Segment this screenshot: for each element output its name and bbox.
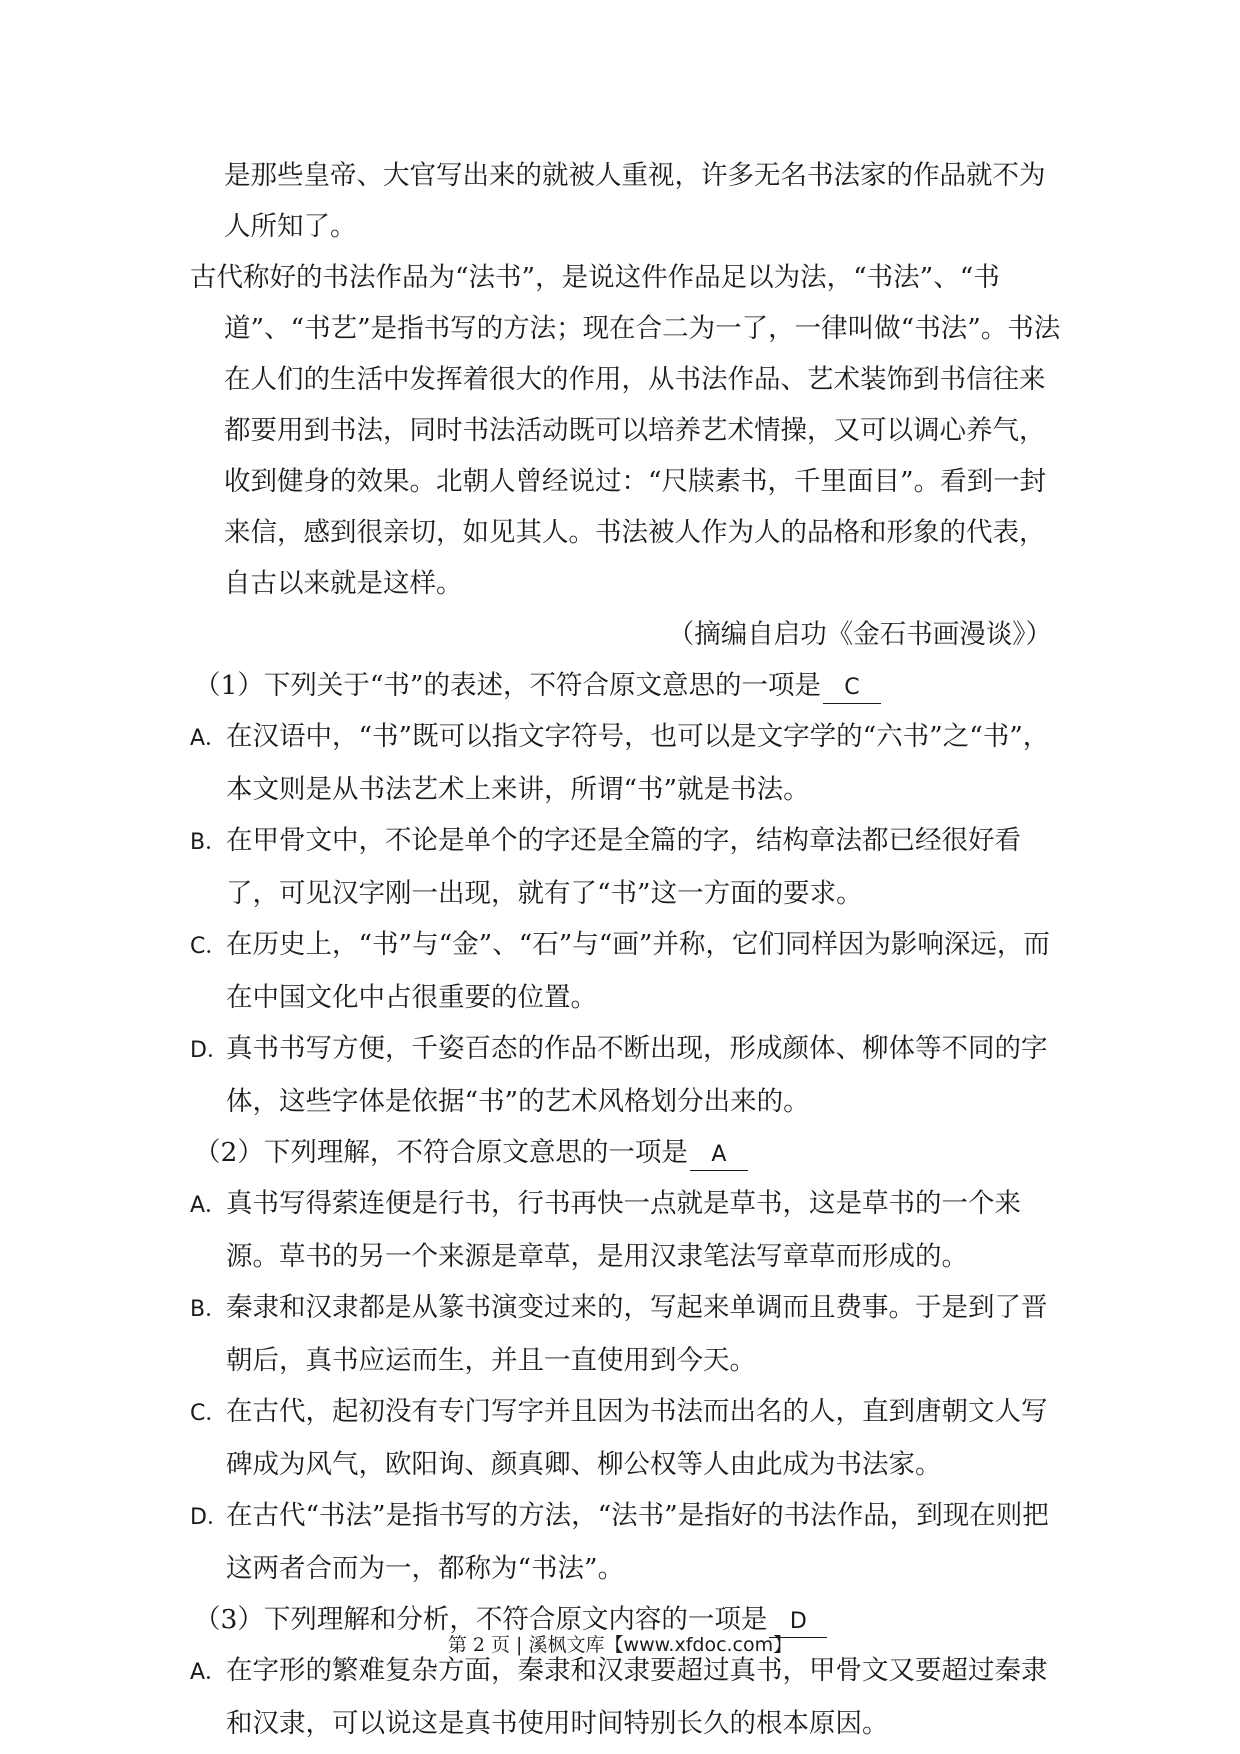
passage-carry-over: 是那些皇帝、大官写出来的就被人重视，许多无名书法家的作品就不为人所知了。 <box>224 160 1046 242</box>
option-text: 在汉语中，“书”既可以指文字符号，也可以是文字学的“六书”之“书”，本文则是从书法艺术上来讲，所谓“书”就是书法。 <box>226 721 1050 805</box>
option-letter: C． <box>190 934 228 959</box>
question-2-option-a <box>190 1178 1062 1282</box>
page-footer <box>0 1630 1240 1657</box>
question-3-option-a <box>190 1645 1062 1749</box>
question-2 <box>190 1127 1062 1178</box>
footer-bracket-close: 】 <box>773 1634 793 1656</box>
question-3-stem: （3）下列理解和分析，不符合原文内容的一项是 <box>194 1604 768 1635</box>
passage-source: （摘编自启功《金石书画漫谈》） <box>667 619 1052 650</box>
footer-website-link[interactable]: www.xfdoc.com <box>623 1634 774 1656</box>
question-1-option-d <box>190 1023 1062 1127</box>
question-3-answer: D <box>769 1607 827 1638</box>
question-1-stem: （1）下列关于“书”的表述，不符合原文意思的一项是 <box>194 670 821 701</box>
passage-paragraph: 古代称好的书法作品为“法书”，是说这件作品足以为法，“书法”、“书道”、“书艺”是指书写的方法；现在合二为一了，一律叫做“书法”。书法在人们的生活中发挥着很大的作用，从书法作品、艺术装饰到书信往来都要用到书法，同时书法活动既可以培养艺术情操，又可以调心养气，收到健身的效果。北朝人曾经说过：“尺牍素书，千里面目”。看到一封来信，感到很亲切，如见其人。书法被人作为人的品格和形象的代表，自古以来就是这样。 <box>190 262 1061 599</box>
question-2-stem: （2）下列理解，不符合原文意思的一项是 <box>194 1137 688 1168</box>
question-1 <box>190 660 1062 711</box>
question-2-option-c <box>190 1386 1062 1490</box>
option-letter: B． <box>190 1297 228 1322</box>
footer-page-number: 第 2 页 <box>447 1634 511 1656</box>
option-letter: A． <box>190 1660 228 1685</box>
footer-library-name: 溪枫文库 <box>528 1634 605 1656</box>
footer-bracket-open: 【 <box>604 1634 624 1656</box>
page-content <box>190 150 1062 1749</box>
option-text: 在古代，起初没有专门写字并且因为书法而出名的人，直到唐朝文人写碑成为风气，欧阳询、颜真卿、柳公权等人由此成为书法家。 <box>226 1396 1048 1480</box>
option-letter: D． <box>190 1038 229 1063</box>
option-text: 在甲骨文中，不论是单个的字还是全篇的字，结构章法都已经很好看了，可见汉字刚一出现，就有了“书”这一方面的要求。 <box>226 825 1021 909</box>
question-2-option-b <box>190 1282 1062 1386</box>
footer-separator: | <box>510 1634 529 1656</box>
question-2-option-d <box>190 1490 1062 1594</box>
option-letter: D． <box>190 1505 229 1530</box>
question-1-option-c <box>190 919 1062 1023</box>
option-letter: A． <box>190 1193 228 1218</box>
question-1-option-a <box>190 711 1062 815</box>
question-2-answer: A <box>690 1140 748 1171</box>
option-text: 真书书写方便，千姿百态的作品不断出现，形成颜体、柳体等不同的字体，这些字体是依据“书”的艺术风格划分出来的。 <box>226 1033 1048 1117</box>
option-text: 真书写得萦连便是行书，行书再快一点就是草书，这是草书的一个来源。草书的另一个来源是章草，是用汉隶笔法写章草而形成的。 <box>226 1188 1021 1272</box>
option-text: 秦隶和汉隶都是从篆书演变过来的，写起来单调而且费事。于是到了晋朝后，真书应运而生，并且一直使用到今天。 <box>226 1292 1048 1376</box>
option-text: 在古代“书法”是指书写的方法，“法书”是指好的书法作品，到现在则把这两者合而为一，都称为“书法”。 <box>226 1500 1049 1584</box>
question-1-answer: C <box>823 673 881 704</box>
option-letter: A． <box>190 726 228 751</box>
option-text: 在字形的繁难复杂方面，秦隶和汉隶要超过真书，甲骨文又要超过秦隶和汉隶，可以说这是真书使用时间特别长久的根本原因。 <box>226 1655 1048 1739</box>
option-letter: C． <box>190 1401 228 1426</box>
question-1-option-b <box>190 815 1062 919</box>
option-letter: B． <box>190 830 228 855</box>
option-text: 在历史上，“书”与“金”、“石”与“画”并称，它们同样因为影响深远，而在中国文化中占很重要的位置。 <box>226 929 1050 1013</box>
